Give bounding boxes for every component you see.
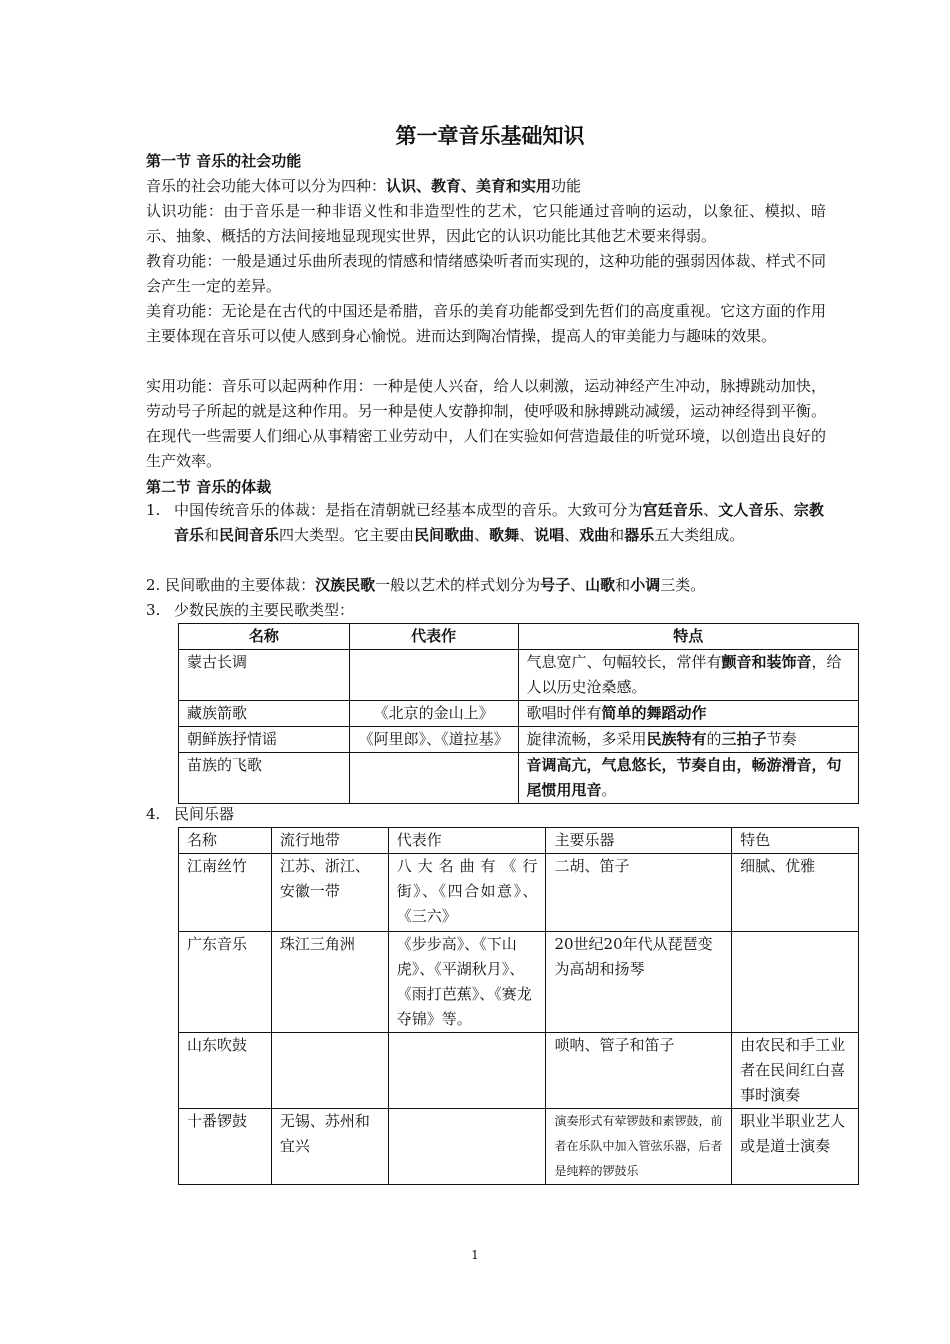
cell: 十番锣鼓	[179, 1109, 272, 1185]
t: 、	[778, 501, 794, 519]
cell: 细腻、优雅	[732, 854, 859, 932]
feature-cell	[518, 753, 859, 804]
t: 旋律流畅，多采用	[526, 730, 647, 748]
recognize-paragraph: 认识功能：由于音乐是一种非语义性和非造型性的艺术，它只能通过音响的运动，以象征、模拟、暗示、抽象、概括的方法间接地显现现实世界，因此它的认识功能比其他艺术要来得弱。	[146, 202, 826, 245]
practical-paragraph: 实用功能：音乐可以起两种作用：一种是使人兴奋，给人以刺激，运动神经产生冲动，脉搏跳动加快，劳动号子所起的就是这种作用。另一种是使人安静抑制，使呼吸和脉搏跳动减缓，运动神经得到平衡。在现代一些需要人们细心从事精密工业劳动中，人们在实验如何营造最佳的听觉环境，以创造出良好的生产效率。	[146, 377, 826, 470]
aesthetic-paragraph: 美育功能：无论是在古代的中国还是希腊，音乐的美育功能都受到先哲们的高度重视。它这方面的作用主要体现在音乐可以使人感到身心愉悦。进而达到陶冶情操，提高人的审美能力与趣味的效果。	[146, 302, 826, 345]
cell: 20世纪20年代从琵琶变为高胡和扬琴	[546, 932, 732, 1033]
work-cell	[349, 650, 518, 701]
cell: 《步步高》、《下山虎》、《平湖秋月》、《雨打芭蕉》、《赛龙夺锦》等。	[388, 932, 546, 1033]
cell: 江苏、浙江、安徽一带	[271, 854, 388, 932]
cell: 江南丝竹	[179, 854, 272, 932]
feature-cell	[518, 650, 859, 701]
cell: 八大名曲有《行街》、《四合如意》、《三六》	[388, 854, 546, 932]
educate-paragraph: 教育功能：一般是通过乐曲所表现的情感和情绪感染听者而实现的，这种功能的强弱因体裁、样式不同会产生一定的差异。	[146, 252, 826, 295]
b: 号子	[540, 576, 571, 594]
b: 宫廷音乐	[642, 501, 704, 519]
b: 器乐	[624, 526, 655, 544]
name-cell: 朝鲜族抒情谣	[179, 727, 350, 753]
header-cell: 主要乐器	[546, 828, 732, 854]
table-row	[179, 1033, 859, 1109]
cell: 山东吹鼓	[179, 1033, 272, 1109]
name-cell: 苗族的飞歌	[179, 753, 350, 804]
t: 五大类组成。	[654, 526, 745, 544]
cell	[388, 1033, 546, 1109]
b: 说唱	[534, 526, 565, 544]
t: ，给人以历史沧桑感。	[526, 653, 842, 696]
page-number: 1	[471, 1248, 479, 1262]
table-row	[179, 854, 859, 932]
item-1-text	[174, 498, 824, 548]
b: 山歌	[585, 576, 616, 594]
cell	[732, 932, 859, 1033]
header-cell: 代表作	[388, 828, 546, 854]
item-1-number: 1.	[146, 501, 161, 519]
t: 、	[474, 526, 490, 544]
feature-cell	[518, 701, 859, 727]
section-1-intro	[146, 174, 826, 199]
b: 民间歌曲	[414, 526, 475, 544]
feature-cell	[518, 727, 859, 753]
header-cell: 特色	[732, 828, 859, 854]
table-row	[179, 701, 859, 727]
minority-song-table	[178, 623, 859, 804]
item-2-text	[146, 573, 826, 598]
section-2-heading: 第二节 音乐的体裁	[146, 478, 272, 496]
t: 三类。	[660, 576, 706, 594]
header-cell: 名称	[179, 624, 350, 650]
intro-text: 音乐的社会功能大体可以分为四种：	[146, 177, 387, 195]
t: 的	[706, 730, 722, 748]
b: 民间音乐	[219, 526, 280, 544]
t: 中国传统音乐的体裁：是指在清朝就已经基本成型的音乐。大致可分为	[174, 501, 643, 519]
t: 歌唱时伴有	[526, 704, 602, 722]
table-row	[179, 1109, 859, 1185]
work-cell: 《阿里郎》、《道拉基》	[349, 727, 518, 753]
intro-bold: 认识、教育、美育和实用	[386, 177, 552, 195]
cell: 二胡、笛子	[546, 854, 732, 932]
t: 一般以艺术的样式划分为	[375, 576, 541, 594]
table-row	[179, 753, 859, 804]
chapter-title: 第一章音乐基础知识	[395, 124, 585, 148]
name-cell: 蒙古长调	[179, 650, 350, 701]
t: 节奏	[766, 730, 797, 748]
cell: 唢呐、管子和笛子	[546, 1033, 732, 1109]
table-header-row	[179, 624, 859, 650]
item-3-number: 3.	[146, 601, 161, 619]
header-cell: 特点	[518, 624, 859, 650]
section-1-heading: 第一节 音乐的社会功能	[146, 152, 302, 170]
b: 文人音乐	[718, 501, 779, 519]
work-cell	[349, 753, 518, 804]
cell: 广东音乐	[179, 932, 272, 1033]
cell: 无锡、苏州和宜兴	[271, 1109, 388, 1185]
t: 、	[570, 576, 586, 594]
b: 民族特有	[646, 730, 707, 748]
t: 气息宽广、句幅较长，常伴有	[526, 653, 722, 671]
t: 2. 民间歌曲的主要体裁：	[146, 576, 316, 594]
header-cell: 流行地带	[271, 828, 388, 854]
item-4-number: 4.	[146, 805, 161, 823]
t: 和	[609, 526, 625, 544]
b: 宗教音乐	[174, 501, 824, 544]
table-header-row	[179, 828, 859, 854]
cell: 演奏形式有荤锣鼓和素锣鼓，前者在乐队中加入管弦乐器，后者是纯粹的锣鼓乐	[546, 1109, 732, 1185]
header-cell: 名称	[179, 828, 272, 854]
b: 汉族民歌	[315, 576, 376, 594]
t: 、	[519, 526, 535, 544]
t: 四大类型。它主要由	[279, 526, 415, 544]
table-row	[179, 727, 859, 753]
name-cell: 藏族箭歌	[179, 701, 350, 727]
folk-instrument-table	[178, 827, 859, 1185]
header-cell: 代表作	[349, 624, 518, 650]
t: 和	[615, 576, 631, 594]
item-4-text: 民间乐器	[174, 805, 235, 823]
work-cell: 《北京的金山上》	[349, 701, 518, 727]
t: 。	[601, 781, 617, 799]
intro-text-end: 功能	[551, 177, 582, 195]
cell: 职业半职业艺人或是道士演奏	[732, 1109, 859, 1185]
cell: 珠江三角洲	[271, 932, 388, 1033]
table-row	[179, 650, 859, 701]
cell	[271, 1033, 388, 1109]
b: 简单的舞蹈动作	[601, 704, 707, 722]
t: 、	[703, 501, 719, 519]
b: 小调	[630, 576, 661, 594]
table-row	[179, 932, 859, 1033]
cell	[388, 1109, 546, 1185]
t: 、	[564, 526, 580, 544]
b: 颤音和装饰音	[721, 653, 812, 671]
t: 和	[204, 526, 220, 544]
b: 戏曲	[579, 526, 610, 544]
item-3-text: 少数民族的主要民歌类型：	[174, 601, 355, 619]
cell: 由农民和手工业者在民间红白喜事时演奏	[732, 1033, 859, 1109]
b: 三拍子	[721, 730, 767, 748]
b: 音调高亢，气息悠长，节奏自由，畅游滑音，句尾惯用甩音	[526, 756, 842, 799]
b: 歌舞	[489, 526, 520, 544]
